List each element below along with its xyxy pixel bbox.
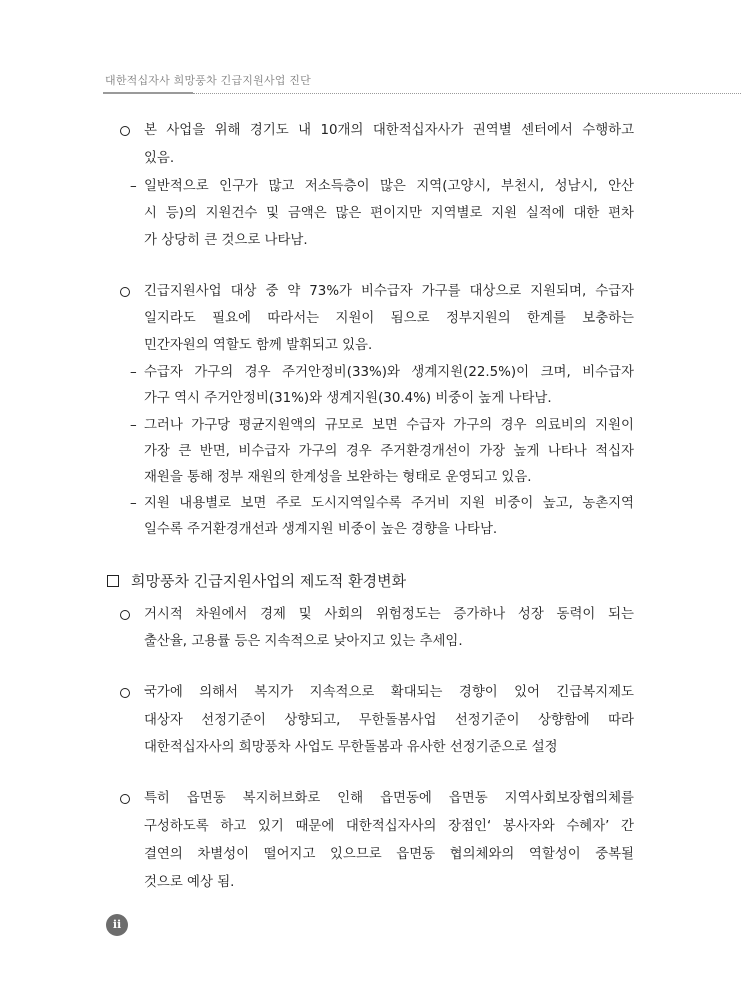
circle-bullet-icon [120,126,130,136]
paragraph-line: 것으로 예상 됨. [144,875,235,890]
circle-bullet-icon [120,610,130,620]
paragraph-line: 특히 읍면동 복지허브화로 인해 읍면동에 읍면동 지역사회보장협의체를 [144,791,634,806]
paragraph-line: 그러나 가구당 평균지원액의 규모로 보면 수급자 가구의 경우 의료비의 지원이 [144,418,634,433]
paragraph-line: 결연의 차별성이 떨어지고 있으므로 읍면동 협의체와의 역할성이 중복될 [144,847,634,862]
paragraph-line: 일지라도 필요에 따라서는 지원이 됨으로 정부지원의 한계를 보충하는 [144,311,634,326]
dash-bullet: – [130,418,137,433]
header-dotted-rule [193,93,741,94]
paragraph-line: 일수록 주거환경개선과 생계지원 비중이 높은 경향을 나타남. [144,522,498,537]
paragraph-line: 출산율, 고용률 등은 지속적으로 낮아지고 있는 추세임. [144,634,463,649]
paragraph-line: 있음. [144,151,175,166]
header-rule [103,92,193,94]
paragraph-line: 수급자 가구의 경우 주거안정비(33%)와 생계지원(22.5%)이 크며, 비수급자 [144,365,634,380]
circle-bullet-icon [120,794,130,804]
paragraph-line: 거시적 차원에서 경제 및 사회의 위험정도는 증가하나 성장 동력이 되는 [144,607,634,622]
dash-bullet: – [130,365,137,380]
paragraph-line: 국가에 의해서 복지가 지속적으로 확대되는 경향이 있어 긴급복지제도 [144,685,634,700]
paragraph-line: 가장 큰 반면, 비수급자 가구의 경우 주거환경개선이 가장 높게 나타나 적십자 [144,444,634,459]
section-heading: 희망풍차 긴급지원사업의 제도적 환경변화 [131,572,407,590]
paragraph-line: 가 상당히 큰 것으로 나타남. [144,233,308,248]
paragraph-line: 민간자원의 역할도 함께 발휘되고 있음. [144,338,373,353]
paragraph-line: 긴급지원사업 대상 중 약 73%가 비수급자 가구를 대상으로 지원되며, 수급자 [144,284,634,299]
paragraph-line: 지원 내용별로 보면 주로 도시지역일수록 주거비 지원 비중이 높고, 농촌지역 [144,496,634,511]
paragraph-line: 재원을 통해 정부 재원의 한계성을 보완하는 형태로 운영되고 있음. [144,470,532,485]
page-number-badge: ii [106,914,128,936]
paragraph-line: 본 사업을 위해 경기도 내 10개의 대한적십자사가 권역별 센터에서 수행하고 [144,123,634,138]
paragraph-line: 구성하도록 하고 있기 때문에 대한적십자사의 장점인‘ 봉사자와 수혜자’ 간 [144,819,634,834]
paragraph-line: 시 등)의 지원건수 및 금액은 많은 편이지만 지역별로 지원 실적에 대한 편차 [144,206,634,221]
square-bullet-icon [107,575,119,587]
circle-bullet-icon [120,688,130,698]
circle-bullet-icon [120,287,130,297]
paragraph-line: 대한적십자사의 희망풍차 사업도 무한돌봄과 유사한 선정기준으로 설정 [144,740,558,755]
paragraph-line: 일반적으로 인구가 많고 저소득층이 많은 지역(고양시, 부천시, 성남시, 안산 [144,179,634,194]
dash-bullet: – [130,179,137,194]
paragraph-line: 대상자 선정기준이 상향되고, 무한돌봄사업 선정기준이 상향함에 따라 [144,713,634,728]
paragraph-line: 가구 역시 주거안정비(31%)와 생계지원(30.4%) 비중이 높게 나타남. [144,391,552,406]
running-header: 대한적십자사 희망풍차 긴급지원사업 진단 [105,74,311,87]
dash-bullet: – [130,496,137,511]
